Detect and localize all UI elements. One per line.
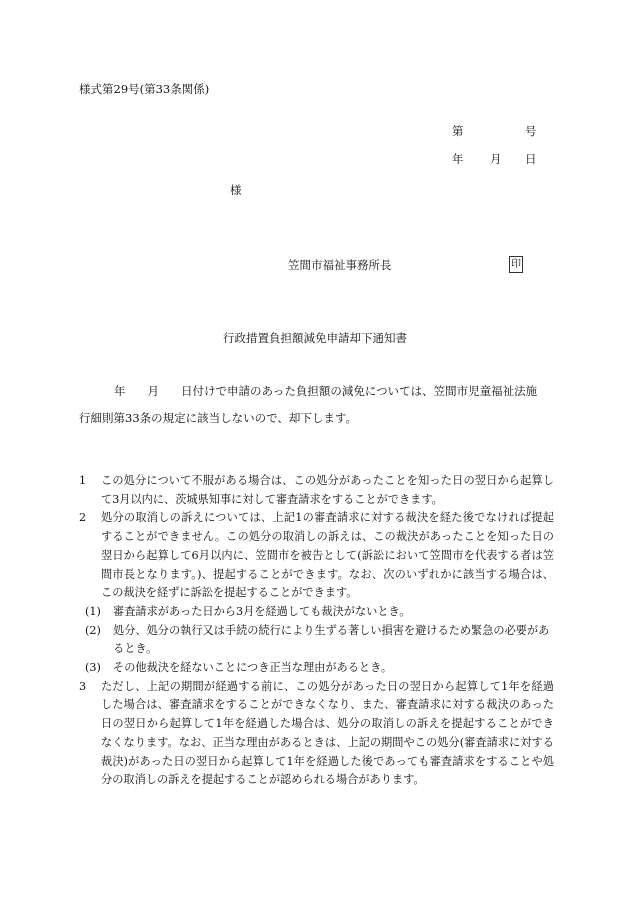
note-3 [79, 678, 554, 790]
note-text: この処分について不服がある場合は、この処分があったことを知った日の翌日から起算して3月以内に、茨城県知事に対して審査請求をすることができます。 [101, 474, 554, 506]
note-1 [79, 472, 554, 509]
note-number: 1 [79, 474, 87, 487]
note-text: ただし、上記の期間が経過する前に、この処分があった日の翌日から起算して1年を経過した場合は、審査請求をすることができなくなり、また、審査請求に対する裁決のあった日の翌日から起算して1年を経過した場合は、処分の取消しの訴えを提起することができなくなります。なお、正当な理由があるときは、上記の期間やこの処分(審査請求に対する裁決)があった日の翌日から起算して1年を経過した後であっても審査請求をすることや処分の取消しの訴えを提起することが認められる場合があります。 [101, 679, 554, 787]
seal-stamp: 印 [509, 256, 523, 273]
sub-item-number: (2) [85, 623, 101, 637]
notes-section [79, 472, 554, 790]
sub-item-number: (3) [85, 661, 101, 675]
form-number: 様式第29号(第33条関係) [79, 82, 210, 96]
note-2 [79, 509, 554, 603]
date-year: 年 [452, 152, 464, 166]
note-number: 2 [79, 511, 87, 525]
body-text-1: 日付けで申請のあった負担額の減免については、笠間市児童福祉法施 [181, 384, 538, 398]
date-month: 月 [490, 152, 502, 166]
body-month: 月 [147, 384, 159, 398]
sub-item-text: その他裁決を経ないことにつき正当な理由があるとき。 [113, 661, 393, 675]
document-number-prefix: 第 [452, 124, 464, 138]
sender-name: 笠間市福祉事務所長 [288, 258, 392, 272]
note-number: 3 [79, 679, 87, 693]
body-line-1 [114, 384, 537, 398]
note-2-item-1 [79, 603, 554, 622]
note-text: 処分の取消しの訴えについては、上記1の審査請求に対する裁決を経た後でなければ提起することができません。この処分の取消しの訴えは、この裁決があったことを知った日の翌日から起算して6月以内に、笠間市を被告として(訴訟において笠間市を代表する者は笠間市長となります。)、提起することができます。なお、次のいずれかに該当する場合は、この裁決を経ずに訴訟を提起することができます。 [101, 511, 554, 600]
note-2-item-2 [79, 622, 554, 659]
note-2-item-3 [79, 659, 554, 678]
recipient-suffix: 様 [230, 183, 242, 197]
sub-item-text: 審査請求があった日から3月を経過しても裁決がないとき。 [113, 604, 411, 618]
body-year: 年 [114, 384, 126, 398]
sub-item-number: (1) [85, 604, 101, 618]
document-title: 行政措置負担額減免申請却下通知書 [223, 331, 407, 345]
date-day: 日 [525, 152, 537, 166]
body-line-2: 行細則第33条の規定に該当しないので、却下します。 [79, 411, 357, 425]
document-number-suffix: 号 [525, 124, 537, 138]
sub-item-text: 処分、処分の執行又は手続の続行により生ずる著しい損害を避けるため緊急の必要があるとき。 [113, 623, 550, 656]
